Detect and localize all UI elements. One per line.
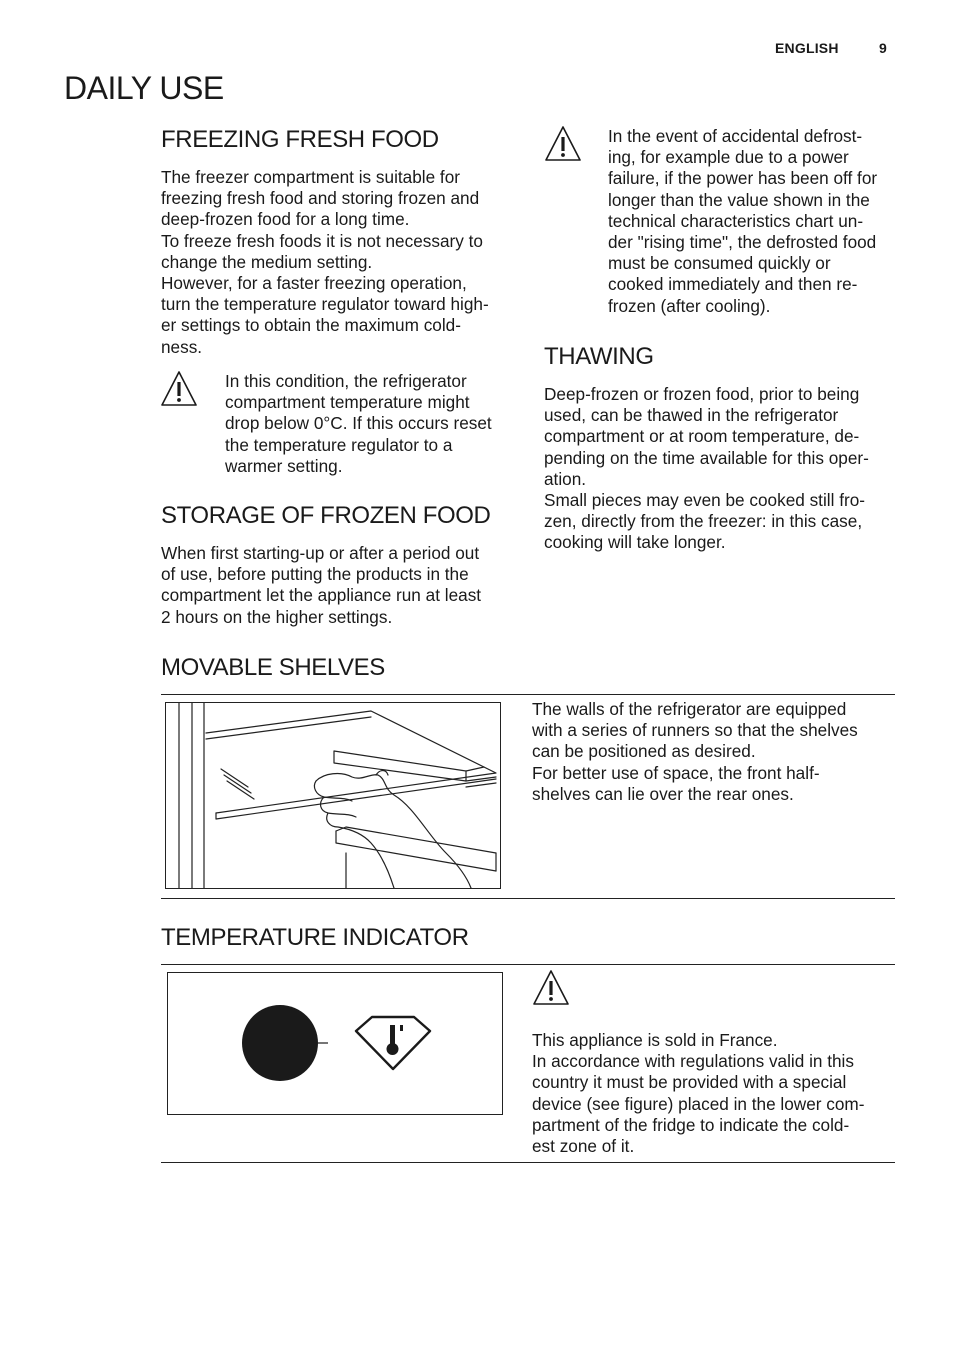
text-line: est zone of it. [532, 1136, 635, 1157]
storage-heading: STORAGE OF FROZEN FOOD [161, 502, 491, 529]
text-line: freezing fresh food and storing frozen and [161, 188, 480, 209]
text-line: der "rising time", the defrosted food [608, 232, 877, 253]
text-line: In this condition, the refrigerator [225, 371, 467, 391]
temperature-heading: TEMPERATURE INDICATOR [161, 924, 469, 951]
text-line: er settings to obtain the maximum cold- [161, 315, 461, 336]
warning-triangle-icon [531, 968, 571, 1008]
text-line: must be consumed quickly or [608, 253, 831, 274]
text-line: compartment or at room temperature, de- [544, 426, 860, 447]
warning-triangle-icon [159, 369, 199, 409]
text-line: ing, for example due to a power [608, 147, 849, 168]
text-line: can be positioned as desired. [532, 741, 756, 762]
text-line: deep-frozen food for a long time. [161, 209, 410, 230]
text-line: cooked immediately and then re- [608, 274, 858, 295]
freezing-heading: FREEZING FRESH FOOD [161, 126, 439, 153]
section-divider [161, 964, 895, 965]
text-line: The walls of the refrigerator are equipped [532, 699, 847, 719]
temperature-text [532, 1030, 892, 1157]
text-line: shelves can lie over the rear ones. [532, 783, 794, 804]
freezing-warning-text [225, 371, 525, 477]
text-line: pending on the time available for this oper- [544, 447, 869, 468]
shelf-hand-drawing [166, 703, 500, 888]
page-number: 9 [879, 40, 887, 56]
text-line: frozen (after cooling). [608, 295, 771, 316]
storage-text [161, 543, 521, 628]
warning-triangle-icon [543, 124, 583, 164]
text-line: technical characteristics chart un- [608, 210, 864, 231]
text-line: Small pieces may even be cooked still fro- [544, 490, 865, 511]
thawing-heading: THAWING [544, 343, 654, 370]
text-line: zen, directly from the freezer: in this case, [544, 511, 863, 532]
text-line: Deep-frozen or frozen food, prior to being [544, 384, 860, 404]
shelves-text [532, 699, 892, 805]
text-line: of use, before putting the products in the [161, 564, 469, 585]
text-line: ness. [161, 336, 203, 357]
indicator-dot-icon [242, 1005, 318, 1081]
text-line: The freezer compartment is suitable for [161, 167, 460, 187]
indicator-drawing [168, 973, 502, 1114]
page-title: DAILY USE [64, 70, 224, 106]
shelves-illustration [165, 702, 501, 889]
section-divider [161, 694, 895, 695]
text-line: device (see figure) placed in the lower com- [532, 1093, 865, 1114]
section-divider [161, 1162, 895, 1163]
language-label: ENGLISH [775, 40, 839, 56]
text-line: partment of the fridge to indicate the cold- [532, 1114, 850, 1135]
text-line: turn the temperature regulator toward high- [161, 294, 489, 315]
shelves-heading: MOVABLE SHELVES [161, 654, 385, 681]
text-line: with a series of runners so that the shelves [532, 720, 858, 741]
text-line: compartment temperature might [225, 392, 470, 413]
freezing-text [161, 167, 521, 358]
defrost-warning-text [608, 126, 908, 317]
text-line: However, for a faster freezing operation, [161, 273, 467, 294]
text-line: change the medium setting. [161, 251, 373, 272]
text-line: longer than the value shown in the [608, 189, 870, 210]
text-line: compartment let the appliance run at least [161, 585, 482, 606]
text-line: 2 hours on the higher settings. [161, 606, 393, 627]
text-line: cooking will take longer. [544, 532, 726, 553]
text-line: drop below 0°C. If this occurs reset [225, 413, 492, 434]
text-line: In accordance with regulations valid in this [532, 1051, 854, 1072]
text-line: used, can be thawed in the refrigerator [544, 405, 839, 426]
temperature-indicator-illustration [167, 972, 503, 1115]
text-line: the temperature regulator to a [225, 434, 453, 455]
section-divider [161, 898, 895, 899]
text-line: When first starting-up or after a period out [161, 543, 480, 563]
text-line: For better use of space, the front half- [532, 762, 820, 783]
text-line: warmer setting. [225, 455, 343, 476]
text-line: country it must be provided with a special [532, 1072, 847, 1093]
thawing-text [544, 384, 904, 554]
text-line: failure, if the power has been off for [608, 168, 878, 189]
text-line: This appliance is sold in France. [532, 1030, 778, 1050]
text-line: ation. [544, 468, 587, 489]
text-line: To freeze fresh foods it is not necessary to [161, 230, 483, 251]
text-line: In the event of accidental defrost- [608, 126, 863, 146]
